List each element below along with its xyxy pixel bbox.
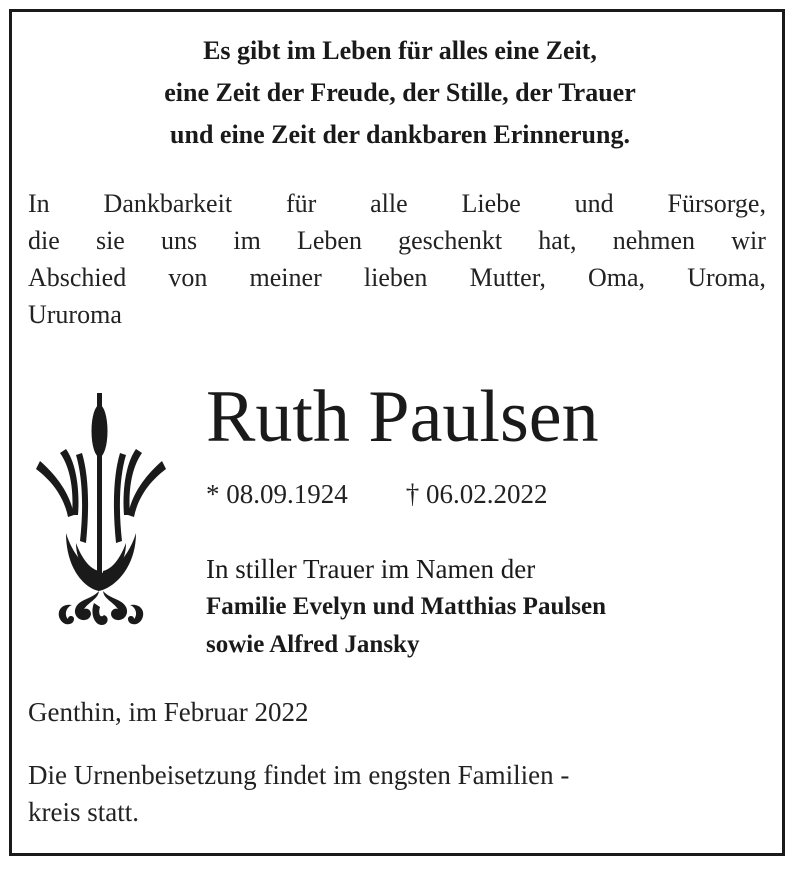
motto-line: und eine Zeit der dankbaren Erinnerung. [170, 120, 630, 149]
intro-word: sie [95, 226, 125, 255]
intro-word: meiner [249, 263, 322, 292]
mourners-family: Familie Evelyn und Matthias Paulsen [206, 593, 607, 620]
life-dates [206, 476, 548, 512]
intro-word: die [28, 226, 60, 255]
intro-word: In [28, 189, 50, 218]
deceased-name: Ruth Paulsen [206, 376, 599, 458]
birth-date: * 08.09.1924 [206, 479, 348, 509]
intro-word: lieben [363, 263, 428, 292]
intro-word: Mutter, [469, 263, 546, 292]
intro-line [28, 185, 766, 222]
intro-word: für [285, 189, 317, 218]
motto-line: Es gibt im Leben für alles eine Zeit, [203, 36, 597, 65]
motto-line: eine Zeit der Freude, der Stille, der Trauer [164, 78, 636, 107]
intro-word: im [233, 226, 261, 255]
place-date: Genthin, im Februar 2022 [28, 697, 309, 727]
burial-line: kreis statt. [28, 797, 139, 827]
mourners-intro: In stiller Trauer im Namen der [206, 554, 536, 584]
intro-word: Uroma, [687, 263, 766, 292]
cattail-ornament-icon [36, 393, 166, 643]
intro-word: uns [161, 226, 198, 255]
intro-word: Abschied [28, 263, 127, 292]
intro-word: alle [370, 189, 408, 218]
intro-word: hat, [538, 226, 577, 255]
intro-word: Oma, [588, 263, 646, 292]
intro-line: Ururoma [28, 300, 122, 329]
intro-line [28, 222, 766, 259]
intro-word: Dankbarkeit [103, 189, 233, 218]
mourners-other: sowie Alfred Jansky [206, 631, 420, 658]
intro-word: und [574, 189, 614, 218]
death-date: † 06.02.2022 [405, 479, 548, 509]
intro-line [28, 259, 766, 296]
burial-note [28, 757, 569, 831]
intro-word: nehmen [612, 226, 696, 255]
intro-word: Leben [296, 226, 362, 255]
mourners [206, 550, 606, 664]
intro-word: Fürsorge, [667, 189, 766, 218]
burial-line: Die Urnenbeisetzung findet im engsten Familien - [28, 760, 570, 790]
intro-word: geschenkt [398, 226, 503, 255]
intro-word: von [168, 263, 208, 292]
motto [0, 30, 800, 156]
intro-word: Liebe [461, 189, 521, 218]
intro-word: wir [731, 226, 766, 255]
intro-text [28, 185, 766, 333]
